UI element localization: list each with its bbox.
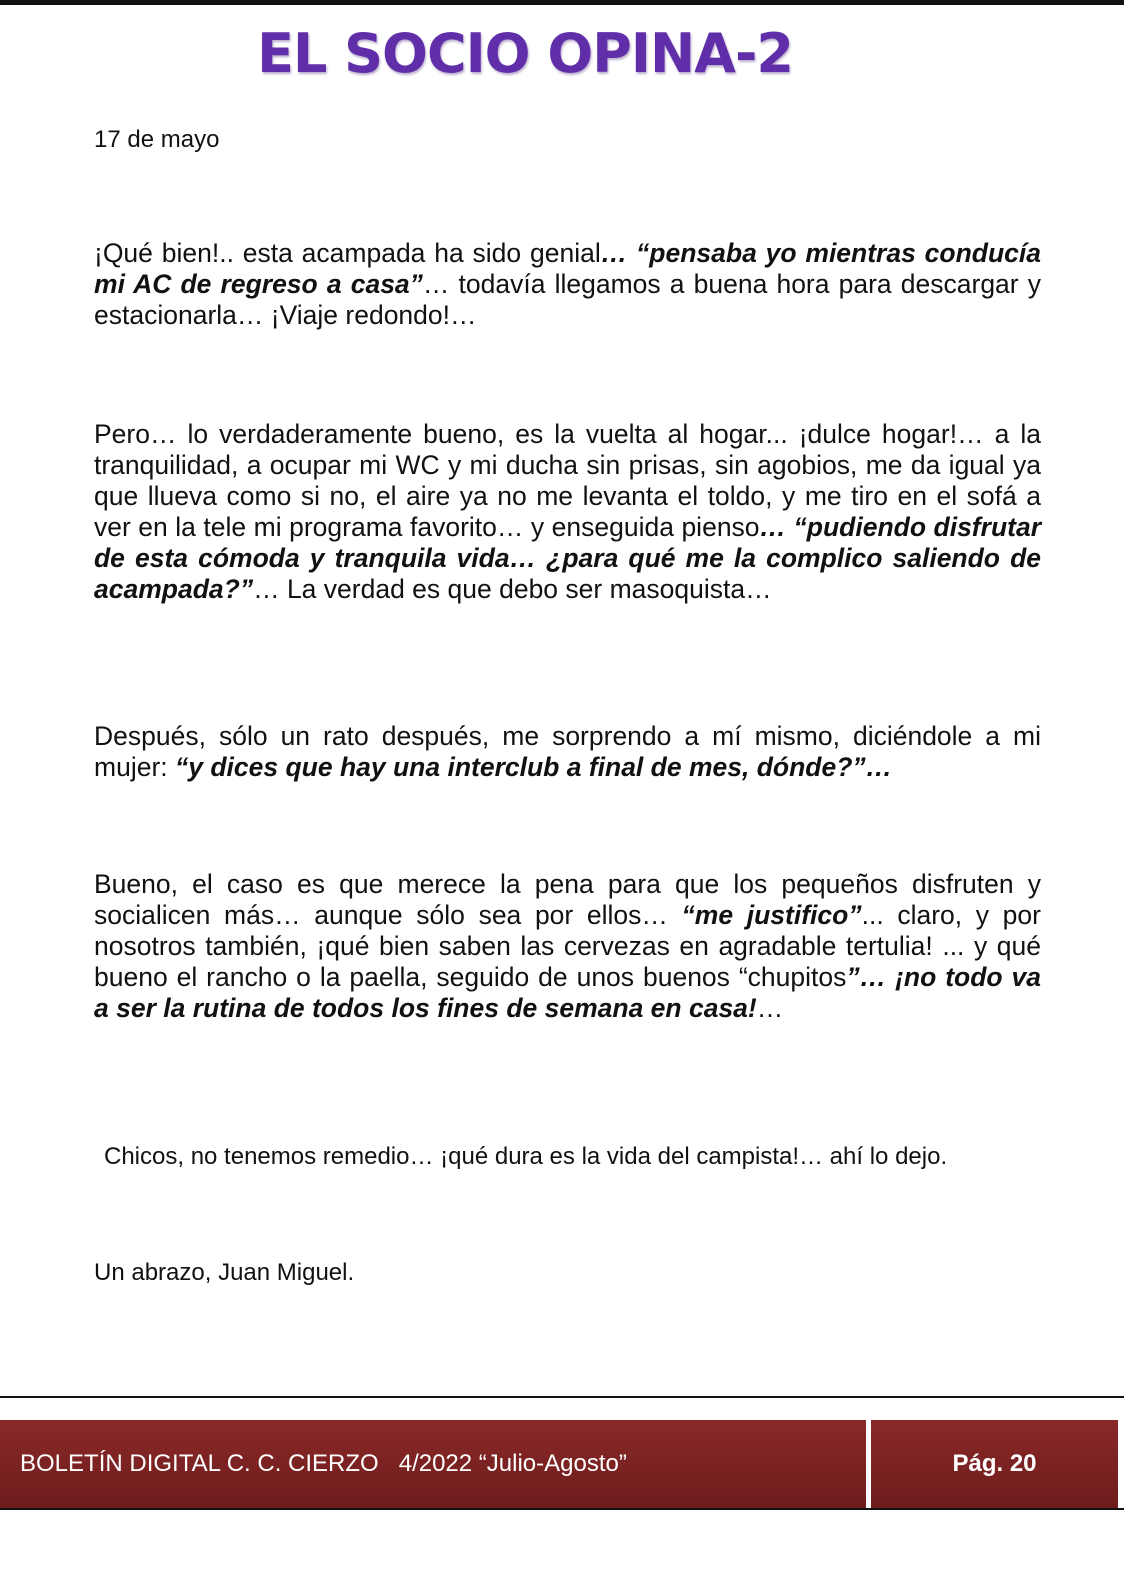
top-rule (0, 0, 1124, 5)
page-title: EL SOCIO OPINA-2 (257, 22, 793, 85)
paragraph-1 (94, 238, 1041, 331)
signature: Un abrazo, Juan Miguel. (94, 1259, 355, 1286)
paragraph-4-text-b: ... claro, y por nosotros también, ¡qué bien saben las cervezas en agradable tertulia! ... y qué bueno el rancho o la paella, seguido de unos buenos “chupitos (94, 900, 1041, 992)
paragraph-1-text-b: … todavía llegamos a buena hora para descargar y estacionarla… ¡Viaje redondo!… (94, 269, 1041, 330)
paragraph-2 (94, 419, 1041, 605)
paragraph-1-text-a: ¡Qué bien!.. esta acampada ha sido genial (94, 238, 601, 268)
paragraph-2-quote: … “pudiendo disfrutar de esta cómoda y tranquila vida… ¿para qué me la complico saliendo de acampada?” (94, 512, 1042, 604)
paragraph-3-text-a: Después, sólo un rato después, me sorprendo a mí mismo, diciéndole a mi mujer: (94, 721, 1041, 782)
footer-publication: BOLETÍN DIGITAL C. C. CIERZO 4/2022 “Julio-Agosto” (20, 1450, 627, 1477)
paragraph-2-text-a: Pero… lo verdaderamente bueno, es la vuelta al hogar... ¡dulce hogar!… a la tranquilidad, a ocupar mi WC y mi ducha sin prisas, sin agobios, me da igual ya que llueva como si no, el aire ya no me levanta el toldo, y me tiro en el sofá a ver en la tele mi programa favorito… y enseguida pienso (94, 419, 1041, 542)
paragraph-1-quote: … “pensaba yo mientras conducía mi AC de regreso a casa” (94, 238, 1041, 299)
footer-rule-top (0, 1396, 1124, 1398)
paragraph-3 (94, 721, 1041, 783)
footer-bar (0, 1420, 1118, 1508)
paragraph-4 (94, 869, 1041, 1024)
footer-rule-bottom (0, 1508, 1124, 1510)
paragraph-4-quote-b: ”… ¡no todo va a ser la rutina de todos los fines de semana en casa! (94, 962, 1042, 1023)
paragraph-3-quote: “y dices que hay una interclub a final de mes, dónde?”… (175, 752, 893, 782)
closing-line: Chicos, no tenemos remedio… ¡qué dura es la vida del campista!… ahí lo dejo. (104, 1143, 948, 1170)
paragraph-4-quote-a: “me justifico” (681, 900, 862, 930)
paragraph-2-text-b: … La verdad es que debo ser masoquista… (253, 574, 772, 604)
paragraph-4-text-c: … (756, 993, 784, 1023)
paragraph-4-text-a: Bueno, el caso es que merece la pena para que los pequeños disfruten y socialicen más… aunque sólo sea por ellos… (94, 869, 1041, 930)
page-number: Pág. 20 (952, 1450, 1037, 1477)
article-date: 17 de mayo (94, 126, 220, 153)
